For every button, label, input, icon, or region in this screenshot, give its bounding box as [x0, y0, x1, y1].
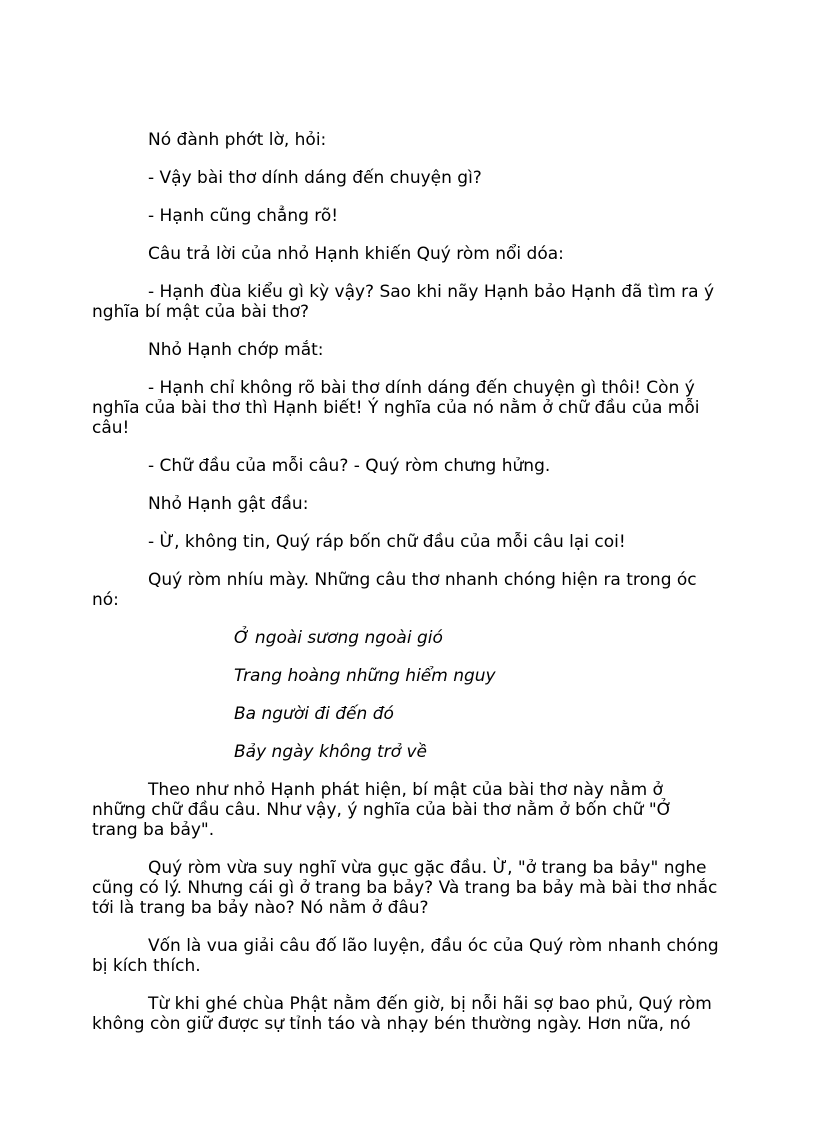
paragraph: Nhỏ Hạnh gật đầu:	[148, 494, 309, 514]
paragraph: Câu trả lời của nhỏ Hạnh khiến Quý ròm nổi dóa:	[148, 244, 564, 264]
poem-line: Bảy ngày không trở về	[234, 742, 427, 762]
paragraph: - Vậy bài thơ dính dáng đến chuyện gì?	[148, 168, 482, 188]
paragraph: - Hạnh chỉ không rõ bài thơ dính dáng đến chuyện gì thôi! Còn ý nghĩa của bài thơ thì Hạnh biết! Ý nghĩa của nó nằm ở chữ đầu của mỗi câu!	[92, 378, 700, 438]
paragraph: Vốn là vua giải câu đố lão luyện, đầu óc của Quý ròm nhanh chóng bị kích thích.	[92, 936, 719, 976]
paragraph: Theo như nhỏ Hạnh phát hiện, bí mật của bài thơ này nằm ở những chữ đầu câu. Như vậy, ý nghĩa của bài thơ nằm ở bốn chữ "Ở trang ba bảy".	[92, 780, 673, 840]
paragraph: Quý ròm vừa suy nghĩ vừa gục gặc đầu. Ừ, "ở trang ba bảy" nghe cũng có lý. Nhưng cái gì ở trang ba bảy? Và trang ba bảy mà bài thơ nhắc tới là trang ba bảy nào? Nó nằm ở đâu?	[92, 858, 718, 918]
paragraph: - Hạnh cũng chẳng rõ!	[148, 206, 339, 226]
story-text	[92, 130, 722, 1052]
poem-line: Ba người đi đến đó	[234, 704, 394, 724]
paragraph: - Hạnh đùa kiểu gì kỳ vậy? Sao khi nãy Hạnh bảo Hạnh đã tìm ra ý nghĩa bí mật của bài thơ?	[92, 282, 715, 322]
poem-line: Ở ngoài sương ngoài gió	[234, 628, 443, 648]
paragraph: Từ khi ghé chùa Phật nằm đến giờ, bị nỗi hãi sợ bao phủ, Quý ròm không còn giữ được sự tỉnh táo và nhạy bén thường ngày. Hơn nữa, nó	[92, 994, 712, 1034]
paragraph: - Chữ đầu của mỗi câu? - Quý ròm chưng hửng.	[148, 456, 551, 476]
paragraph: Quý ròm nhíu mày. Những câu thơ nhanh chóng hiện ra trong óc nó:	[92, 570, 697, 610]
poem-stanza	[234, 628, 722, 762]
poem-line: Trang hoàng những hiểm nguy	[234, 666, 496, 686]
paragraph: Nó đành phớt lờ, hỏi:	[148, 130, 327, 150]
paragraph: - Ừ, không tin, Quý ráp bốn chữ đầu của mỗi câu lại coi!	[148, 532, 626, 552]
paragraph: Nhỏ Hạnh chớp mắt:	[148, 340, 324, 360]
